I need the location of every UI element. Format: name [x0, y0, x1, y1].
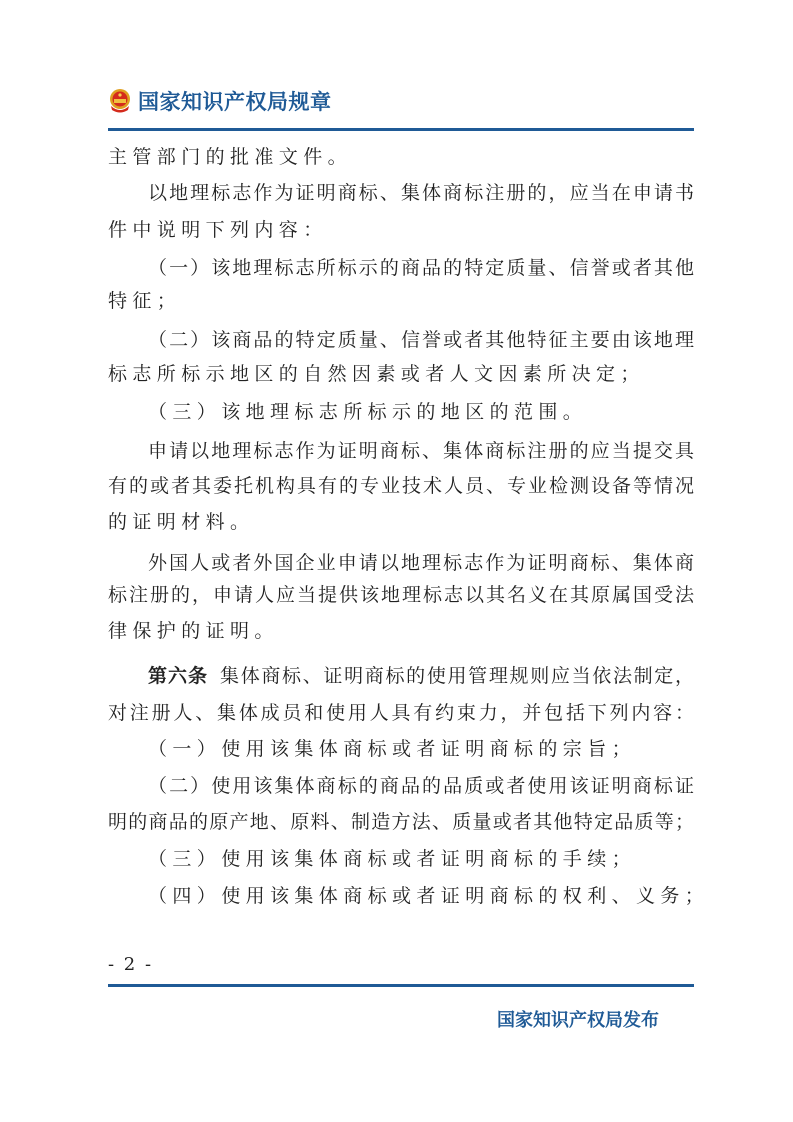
text-line: 明的商品的原产地、原料、制造方法、质量或者其他特定品质等；: [108, 811, 694, 833]
national-emblem-icon: [108, 88, 132, 114]
text-line: 律保护的证明。: [108, 620, 279, 642]
text-line: 集体商标、证明商标的使用管理规则应当依法制定，: [220, 665, 694, 687]
text-line: 主管部门的批准文件。: [108, 146, 353, 168]
text-line: 标志所标示地区的自然因素或者人文因素所决定；: [108, 363, 645, 385]
page-number: - 2 -: [108, 954, 154, 975]
text-line: （四）使用该集体商标或者证明商标的权利、义务；: [148, 885, 710, 907]
document-header: [108, 86, 332, 116]
text-line: （二）该商品的特定质量、信誉或者其他特征主要由该地理: [148, 329, 694, 351]
text-line: （二）使用该集体商标的商品的品质或者使用该证明商标证: [148, 775, 694, 797]
text-line: （一）该地理标志所标示的商品的特定质量、信誉或者其他: [148, 257, 694, 279]
text-line: 有的或者其委托机构具有的专业技术人员、专业检测设备等情况: [108, 475, 694, 497]
footer-publisher: 国家知识产权局发布: [497, 1010, 659, 1031]
text-line: 件中说明下列内容：: [108, 219, 328, 241]
text-line: 对注册人、集体成员和使用人具有约束力，并包括下列内容：: [108, 702, 694, 724]
text-line: （三）该地理标志所标示的地区的范围。: [148, 401, 588, 423]
text-line: 申请以地理标志作为证明商标、集体商标注册的应当提交具: [148, 440, 694, 462]
text-line: 标注册的，申请人应当提供该地理标志以其名义在其原属国受法: [108, 584, 694, 606]
text-line: 以地理标志作为证明商标、集体商标注册的，应当在申请书: [148, 182, 694, 204]
article-number: 第六条: [148, 665, 209, 687]
text-line: （三）使用该集体商标或者证明商标的手续；: [148, 848, 637, 870]
header-title: 国家知识产权局规章: [138, 90, 332, 114]
header-divider: [108, 128, 694, 131]
text-line: 特征；: [108, 290, 182, 312]
text-line: 外国人或者外国企业申请以地理标志作为证明商标、集体商: [148, 552, 694, 574]
footer-divider: [108, 984, 694, 987]
text-line: 的证明材料。: [108, 511, 255, 533]
article-heading-line: [108, 664, 694, 688]
text-line: （一）使用该集体商标或者证明商标的宗旨；: [148, 738, 637, 760]
